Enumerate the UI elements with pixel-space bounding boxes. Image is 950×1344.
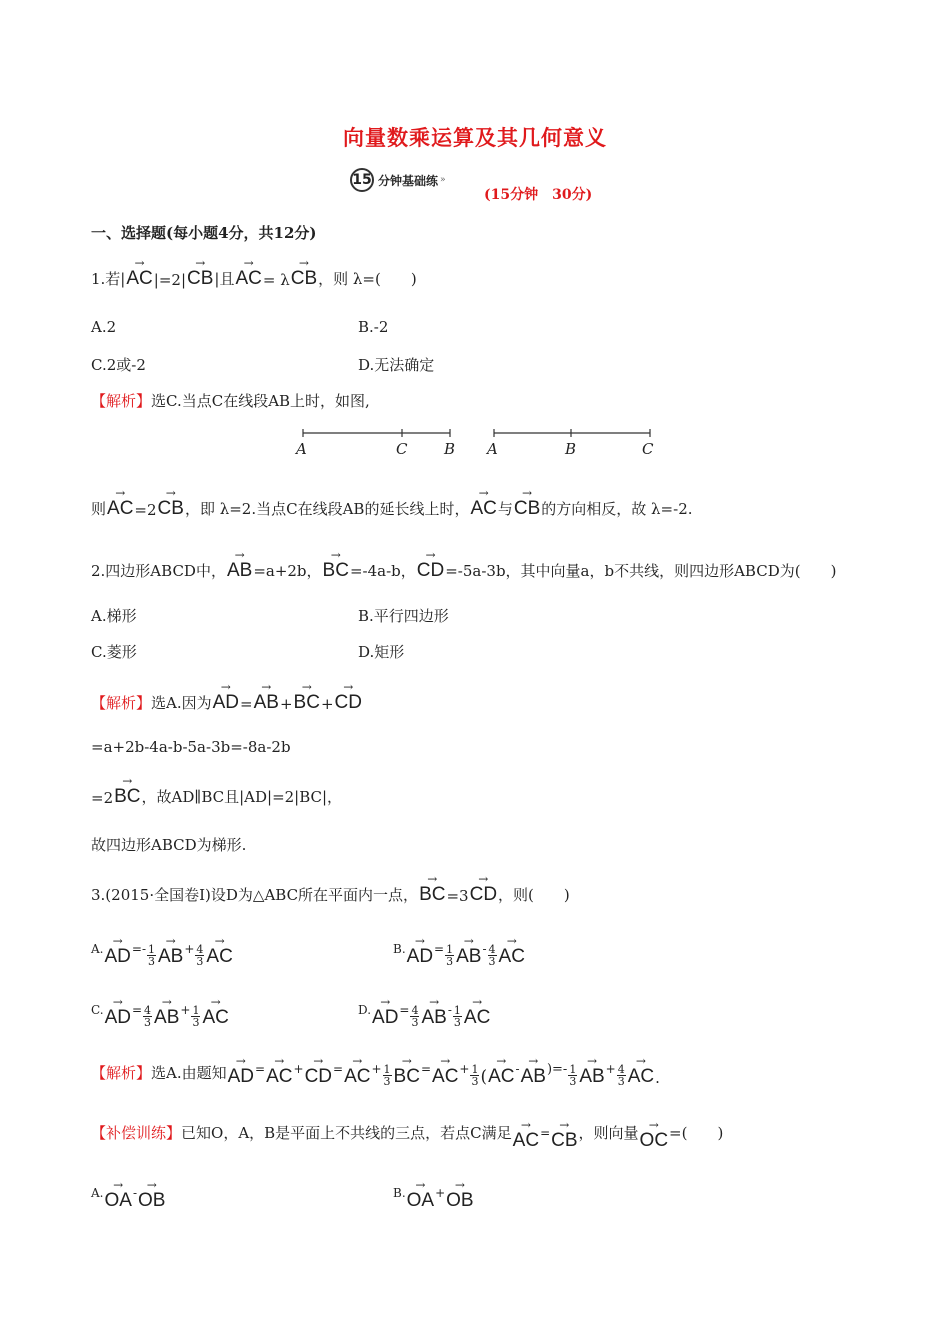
q3-option-b: B. → AD = $\frac{1}{3}$ → AB - $\frac{4}{3}$ → AC <box>393 934 525 968</box>
fig1-label-a: A <box>296 440 307 458</box>
text: = λ <box>262 271 290 289</box>
q2-option-c: C.菱形 <box>91 643 137 661</box>
q2-analysis <box>91 682 363 713</box>
extra-option-b: B. → OA + → OB <box>393 1178 474 1211</box>
q2-analysis-line4: 故四边形ABCD为梯形. <box>91 836 247 854</box>
text: =2 <box>91 789 114 807</box>
vector: → AB <box>253 680 279 713</box>
text: =a+2b， <box>253 562 322 580</box>
text: 1.若| <box>91 270 126 288</box>
q1-option-a: A.2 <box>91 318 117 336</box>
text: 3.(2015·全国卷Ⅰ)设D为△ABC所在平面内一点， <box>91 886 419 904</box>
text: = <box>240 695 253 713</box>
analysis-label: 【解析】 <box>91 1064 152 1082</box>
page-title: 向量数乘运算及其几何意义 <box>343 126 607 150</box>
chevron-right-icon: » <box>440 175 446 185</box>
vector: → AB <box>226 548 253 581</box>
text: ，故AD∥BC且|AD|=2|BC|， <box>141 788 343 806</box>
text: =-4a-b， <box>349 562 416 580</box>
vector: → AC <box>126 256 153 289</box>
vector: → BC <box>419 872 446 905</box>
vector: → AD <box>212 680 240 713</box>
vector: → CB <box>513 486 541 519</box>
text: =2 <box>134 501 157 519</box>
extra-label: 【补偿训练】 <box>91 1124 182 1142</box>
q1-stem <box>91 258 417 289</box>
vector: → CB <box>290 256 318 289</box>
vector: → BC <box>114 774 141 807</box>
analysis-label: 【解析】 <box>91 392 152 410</box>
text: 则 <box>91 500 107 518</box>
text: + <box>279 695 293 713</box>
timing-info: (15分钟 30分) <box>484 187 593 203</box>
fig1-label-b: B <box>444 440 456 458</box>
analysis-label: 【解析】 <box>91 694 152 712</box>
vector: → CB <box>157 486 184 519</box>
text: 选C.当点C在线段AB上时，如图, <box>151 392 370 410</box>
vector: → BC <box>322 548 349 581</box>
vector: → CB <box>187 256 214 289</box>
text: ，则 λ=( ) <box>318 270 417 288</box>
timer-badge <box>350 168 446 192</box>
vector: → CD <box>416 548 445 581</box>
q3-analysis: 【解析】 选A.由题知 → AD = → AC + → CD = → AC + $\frac{1}{3}$ → BC = → AC + $\frac{1}{3}$ ( → AC - → AB )=- $\frac{1}{3}$ → AB + $\frac{4}{3}$ → AC . <box>91 1054 660 1088</box>
vector: → AC <box>107 486 134 519</box>
q2-option-a: A.梯形 <box>91 607 137 625</box>
segment-figure <box>290 420 670 462</box>
q1-option-d: D.无法确定 <box>358 356 435 374</box>
q2-option-b: B.平行四边形 <box>358 607 449 625</box>
text: |且 <box>214 270 235 288</box>
text: =-5a-3b，其中向量a，b不共线，则四边形ABCD为( ) <box>445 562 837 580</box>
q3-option-c: C. → AD = $\frac{4}{3}$ → AB + $\frac{1}{3}$ → AC <box>91 995 229 1029</box>
text: 2.四边形ABCD中， <box>91 562 226 580</box>
text: 与 <box>497 500 513 518</box>
q2-analysis-line2: =a+2b-4a-b-5a-3b=-8a-2b <box>91 738 291 756</box>
text: 的方向相反，故 λ=-2. <box>541 500 693 518</box>
fig2-label-a: A <box>487 440 498 458</box>
q2-option-d: D.矩形 <box>358 643 405 661</box>
text: =3 <box>446 887 469 905</box>
q2-stem <box>91 550 836 581</box>
text: + <box>320 695 334 713</box>
text: ，则( ) <box>498 886 570 904</box>
extra-option-a: A. → OA - → OB <box>91 1178 166 1211</box>
q3-option-a: A. → AD =- $\frac{1}{3}$ → AB + $\frac{4}{3}$ → AC <box>91 934 233 968</box>
q3-stem <box>91 874 570 905</box>
vector: → BC <box>293 680 320 713</box>
text: |=2| <box>153 271 187 289</box>
fig1-label-c: C <box>396 440 408 458</box>
badge-number: 15 <box>350 168 374 192</box>
extra-stem: 【补偿训练】 已知O，A，B是平面上不共线的三点，若点C满足 → AC = → CB ，则向量 → OC =( ) <box>91 1118 724 1151</box>
q3-option-d: D. → AD = $\frac{4}{3}$ → AB - $\frac{1}{3}$ → AC <box>358 995 491 1029</box>
text: 选A.因为 <box>151 694 212 712</box>
vector: → AC <box>470 486 497 519</box>
badge-text: 分钟基础练 <box>378 173 439 188</box>
q2-analysis-line3 <box>91 776 342 807</box>
q1-analysis <box>91 390 370 411</box>
vector: → CD <box>334 680 362 713</box>
q1-option-c: C.2或-2 <box>91 356 146 374</box>
fig2-label-c: C <box>642 440 654 458</box>
vector: → CD <box>469 872 498 905</box>
text: ，即 λ=2.当点C在线段AB的延长线上时， <box>184 500 470 518</box>
fig2-label-b: B <box>565 440 577 458</box>
section-heading: 一、选择题(每小题4分，共12分) <box>91 224 317 242</box>
vector: → AC <box>235 256 262 289</box>
q1-analysis-line2 <box>91 488 693 519</box>
q1-option-b: B.-2 <box>358 318 389 336</box>
